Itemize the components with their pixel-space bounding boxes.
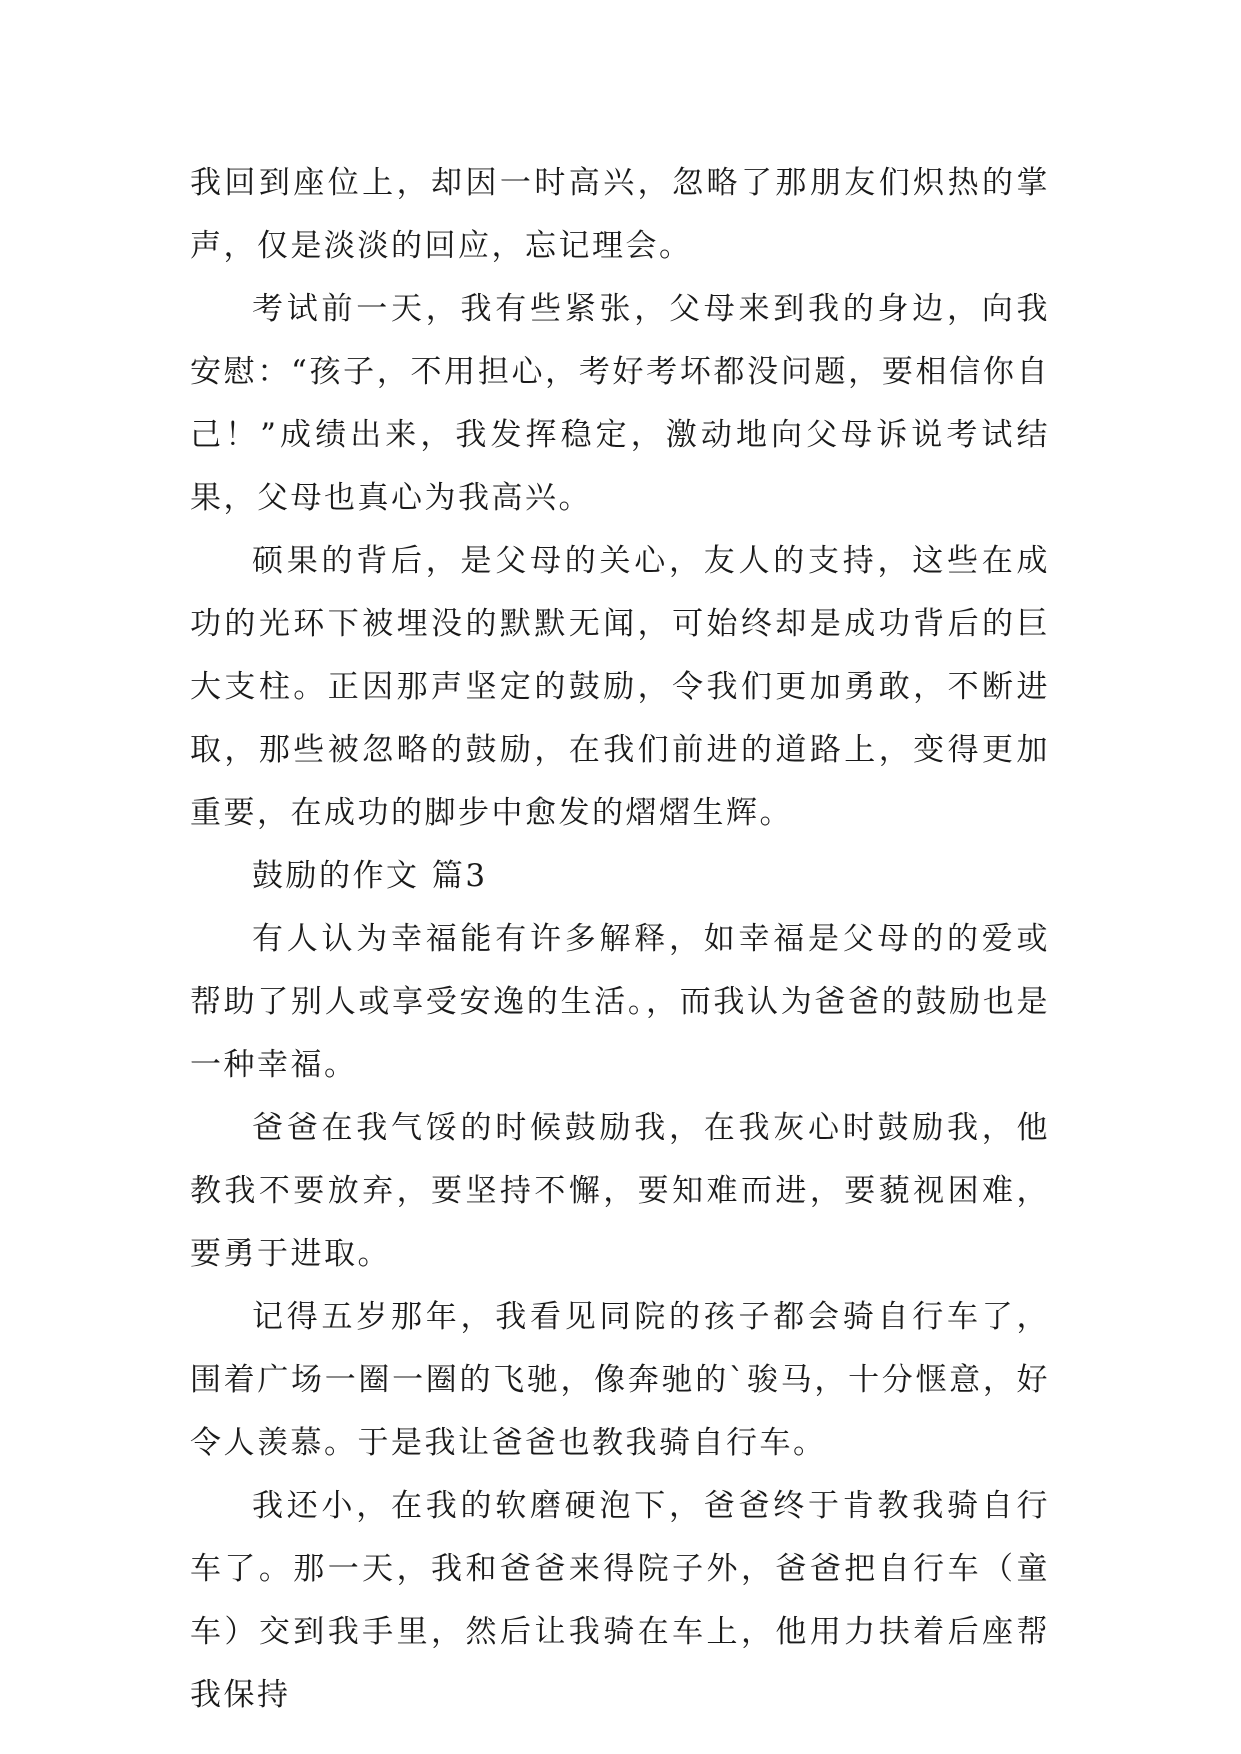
paragraph-memory: 记得五岁那年，我看见同院的孩子都会骑自行车了，围着广场一圈一圈的飞驰，像奔驰的`骏马，十分惬意，好令人羡慕。于是我让爸爸也教我骑自行车。 — [190, 1299, 1050, 1461]
paragraph-encouragement: 爸爸在我气馁的时候鼓励我，在我灰心时鼓励我，他教我不要放弃，要坚持不懈，要知难而进，要藐视困难，要勇于进取。 — [190, 1110, 1050, 1272]
paragraph-continuation: 我回到座位上，却因一时高兴，忽略了那朋友们炽热的掌声，仅是淡淡的回应，忘记理会。 — [190, 165, 1050, 264]
paragraph-exam: 考试前一天，我有些紧张，父母来到我的身边，向我安慰：“孩子，不用担心，考好考坏都没问题，要相信你自己！”成绩出来，我发挥稳定，激动地向父母诉说考试结果，父母也真心为我高兴。 — [190, 291, 1050, 516]
section-heading: 鼓励的作文 篇3 — [252, 858, 488, 894]
paragraph-happiness: 有人认为幸福能有许多解释，如幸福是父母的的爱或帮助了别人或享受安逸的生活。，而我认为爸爸的鼓励也是一种幸福。 — [190, 921, 1050, 1083]
document-page — [190, 152, 1050, 1727]
paragraph-reflection: 硕果的背后，是父母的关心，友人的支持，这些在成功的光环下被埋没的默默无闻，可始终却是成功背后的巨大支柱。正因那声坚定的鼓励，令我们更加勇敢，不断进取，那些被忽略的鼓励，在我们前进的道路上，变得更加重要，在成功的脚步中愈发的熠熠生辉。 — [190, 543, 1050, 831]
paragraph-bicycle: 我还小，在我的软磨硬泡下，爸爸终于肯教我骑自行车了。那一天，我和爸爸来得院子外，爸爸把自行车（童车）交到我手里，然后让我骑在车上，他用力扶着后座帮我保持 — [190, 1488, 1050, 1713]
